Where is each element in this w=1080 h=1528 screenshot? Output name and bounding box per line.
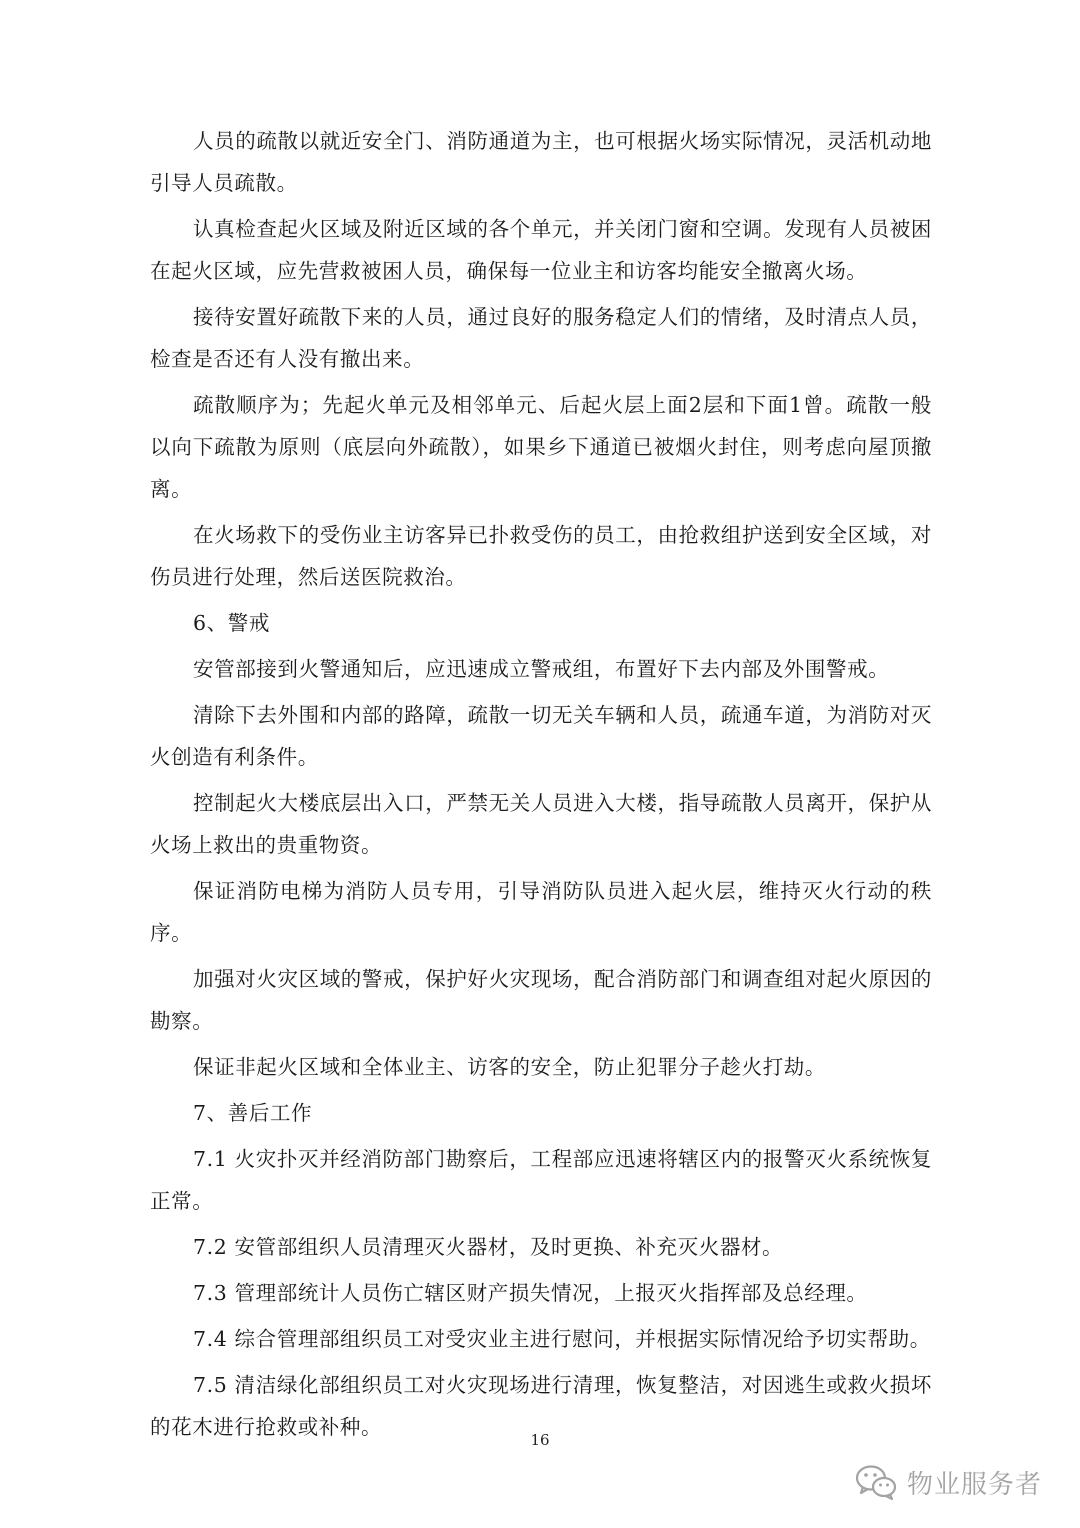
- list-item: 7.2 安管部组织人员清理灭火器材，及时更换、补充灭火器材。: [193, 1235, 784, 1259]
- list-item: 7.3 管理部统计人员伤亡辖区财产损失情况，上报灭火指挥部及总经理。: [193, 1281, 868, 1305]
- paragraph: 保证消防电梯为消防人员专用，引导消防队员进入起火层，维持灭火行动的秩序。: [150, 879, 932, 945]
- section-heading: 6、警戒: [193, 611, 270, 635]
- watermark: [855, 1460, 1042, 1504]
- list-item: 7.4 综合管理部组织员工对受灾业主进行慰问，并根据实际情况给予切实帮助。: [193, 1327, 931, 1351]
- paragraph: 控制起火大楼底层出入口，严禁无关人员进入大楼，指导疏散人员离开，保护从火场上救出的贵重物资。: [150, 791, 932, 857]
- paragraph: 认真检查起火区域及附近区域的各个单元，并关闭门窗和空调。发现有人员被困在起火区域，应先营救被困人员，确保每一位业主和访客均能安全撤离火场。: [150, 217, 932, 283]
- list-item: 7.5 清洁绿化部组织员工对火灾现场进行清理，恢复整洁，对因逃生或救火损坏的花木进行抢救或补种。: [150, 1373, 932, 1439]
- paragraph: 在火场救下的受伤业主访客异已扑救受伤的员工，由抢救组护送到安全区域，对伤员进行处理，然后送医院救治。: [150, 523, 932, 589]
- paragraph: 疏散顺序为；先起火单元及相邻单元、后起火层上面2层和下面1曾。疏散一般以向下疏散为原则（底层向外疏散），如果乡下通道已被烟火封住，则考虑向屋顶撤离。: [150, 393, 932, 501]
- list-item: 7.1 火灾扑灭并经消防部门勘察后，工程部应迅速将辖区内的报警灭火系统恢复正常。: [150, 1147, 932, 1213]
- paragraph: 加强对火灾区域的警戒，保护好火灾现场，配合消防部门和调查组对起火原因的勘察。: [150, 967, 932, 1033]
- paragraph: 清除下去外围和内部的路障，疏散一切无关车辆和人员，疏通车道，为消防对灭火创造有利条件。: [150, 703, 932, 769]
- paragraph: 人员的疏散以就近安全门、消防通道为主，也可根据火场实际情况，灵活机动地引导人员疏散。: [150, 129, 932, 195]
- page-number: 16: [530, 1431, 550, 1449]
- paragraph: 保证非起火区域和全体业主、访客的安全，防止犯罪分子趁火打劫。: [193, 1055, 826, 1079]
- paragraph: 接待安置好疏散下来的人员，通过良好的服务稳定人们的情绪，及时清点人员，检查是否还有人没有撤出来。: [150, 305, 932, 371]
- document-body: [150, 120, 932, 1452]
- paragraph: 安管部接到火警通知后，应迅速成立警戒组，布置好下去内部及外围警戒。: [193, 657, 890, 681]
- section-heading: 7、善后工作: [193, 1101, 313, 1125]
- wechat-icon: [855, 1463, 899, 1501]
- watermark-text: 物业服务者: [906, 1469, 1042, 1500]
